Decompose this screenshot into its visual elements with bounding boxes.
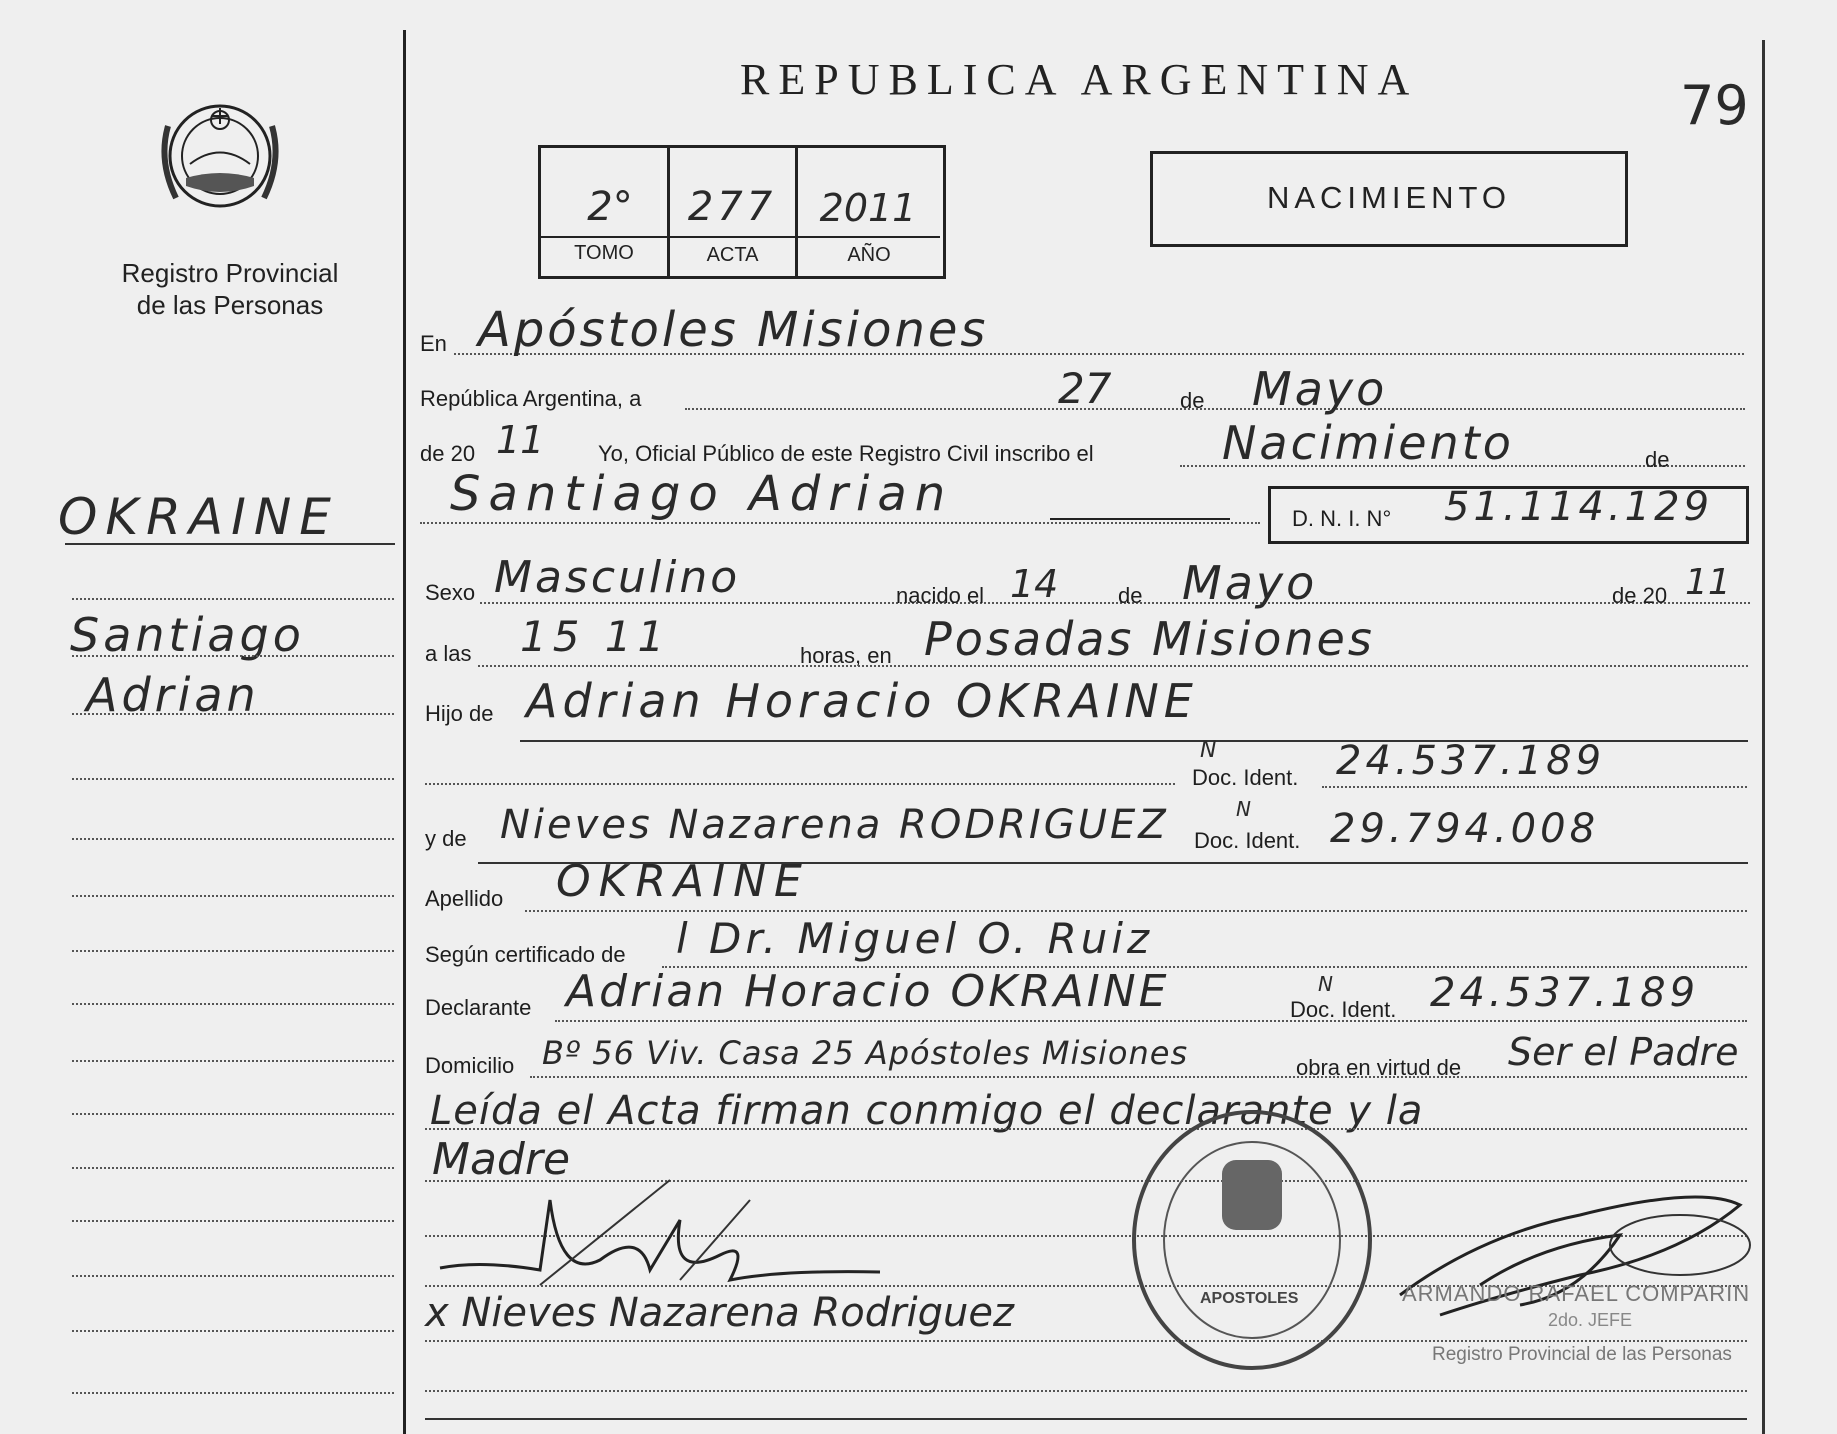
acta-label: ACTA bbox=[706, 244, 759, 266]
domicilio-value: Bº 56 Viv. Casa 25 Apóstoles Misiones bbox=[542, 1034, 1189, 1072]
column-divider bbox=[403, 30, 406, 1434]
year-value: 11 bbox=[496, 418, 545, 462]
yde-label: y de bbox=[425, 826, 467, 851]
nacido-label: nacido el bbox=[896, 583, 985, 608]
margin-given-name-2: Adrian bbox=[86, 668, 260, 722]
de-label-2: de bbox=[1645, 447, 1670, 472]
anio-label: AÑO bbox=[847, 244, 891, 266]
apellido-value: OKRAINE bbox=[556, 856, 810, 907]
tomo-label: TOMO bbox=[574, 242, 634, 264]
margin-surname: OKRAINE bbox=[58, 488, 339, 546]
doc-label-2: Doc. Ident. bbox=[1194, 828, 1301, 853]
n-mark: N bbox=[1200, 738, 1217, 763]
doc-label-3: Doc. Ident. bbox=[1290, 997, 1397, 1022]
margin-line bbox=[72, 1167, 394, 1169]
blank-line bbox=[425, 1390, 1747, 1392]
margin-line bbox=[72, 1003, 394, 1005]
seal-city: APOSTOLES bbox=[1200, 1290, 1299, 1307]
sexo-value: Masculino bbox=[494, 552, 741, 603]
month-value: Mayo bbox=[1252, 362, 1388, 416]
blank-line bbox=[425, 1340, 1747, 1342]
margin-line bbox=[72, 655, 394, 657]
n-mark-3: N bbox=[1318, 972, 1333, 996]
country-title: REPUBLICA ARGENTINA bbox=[740, 55, 1419, 104]
birth-year-value: 11 bbox=[1685, 562, 1731, 603]
hijo-label: Hijo de bbox=[425, 701, 494, 726]
official-title: 2do. JEFE bbox=[1548, 1310, 1633, 1330]
rep-label: República Argentina, a bbox=[420, 386, 642, 411]
mother-name: Nieves Nazarena RODRIGUEZ bbox=[500, 802, 1169, 848]
father-signature-icon bbox=[420, 1160, 920, 1300]
birth-year-prefix: de 20 bbox=[1612, 583, 1668, 608]
margin-rule bbox=[65, 543, 395, 545]
tomo-value: 2° bbox=[587, 184, 633, 230]
bottom-rule bbox=[425, 1418, 1747, 1420]
provincial-seal-icon bbox=[150, 86, 300, 236]
domicilio-label: Domicilio bbox=[425, 1053, 515, 1078]
acta-value: 277 bbox=[687, 184, 777, 230]
birth-month: Mayo bbox=[1182, 556, 1318, 610]
child-name: Santiago Adrian bbox=[450, 466, 954, 522]
birth-place: Posadas Misiones bbox=[924, 612, 1375, 666]
anio-value: 2011 bbox=[819, 186, 917, 230]
sexo-line bbox=[480, 602, 1750, 604]
event-value: Nacimiento bbox=[1222, 416, 1514, 470]
de-label: de bbox=[1180, 388, 1205, 413]
note-line-2: Madre bbox=[432, 1134, 571, 1185]
arrow-line bbox=[1050, 518, 1230, 520]
official-name: ARMANDO RAFAEL COMPARIN bbox=[1402, 1281, 1751, 1306]
sexo-label: Sexo bbox=[425, 580, 476, 605]
margin-line bbox=[72, 1060, 394, 1062]
obra-value: Ser el Padre bbox=[1508, 1030, 1739, 1074]
registry-name-line2: de las Personas bbox=[136, 290, 324, 320]
apellido-line bbox=[525, 910, 1747, 912]
margin-line bbox=[72, 895, 394, 897]
domicilio-line bbox=[530, 1076, 1747, 1078]
yo-label: Yo, Oficial Público de este Registro Civil inscribo el bbox=[598, 441, 1094, 466]
time-value: 15 11 bbox=[520, 612, 671, 661]
margin-given-name-1: Santiago bbox=[70, 608, 305, 662]
margin-line bbox=[72, 778, 394, 780]
obra-label: obra en virtud de bbox=[1296, 1055, 1462, 1080]
margin-line bbox=[72, 950, 394, 952]
alas-label: a las bbox=[425, 641, 472, 666]
en-label: En bbox=[420, 331, 447, 356]
father-doc: 24.537.189 bbox=[1336, 738, 1606, 784]
margin-line bbox=[72, 1275, 394, 1277]
doc-label: Doc. Ident. bbox=[1192, 765, 1299, 790]
margin-line bbox=[72, 1392, 394, 1394]
apellido-label: Apellido bbox=[425, 886, 504, 911]
en-value: Apóstoles Misiones bbox=[478, 302, 989, 358]
name-line bbox=[420, 522, 1260, 524]
margin-line bbox=[72, 1330, 394, 1332]
page-number: 79 bbox=[1680, 74, 1749, 137]
declarante-label: Declarante bbox=[425, 995, 532, 1020]
horas-label: horas, en bbox=[800, 643, 892, 668]
father-doc-value-line bbox=[1322, 786, 1747, 788]
margin-line bbox=[72, 1113, 394, 1115]
margin-line bbox=[72, 1220, 394, 1222]
father-doc-line bbox=[425, 783, 1175, 785]
margin-line bbox=[72, 838, 394, 840]
margin-line bbox=[72, 598, 394, 600]
day-value: 27 bbox=[1058, 364, 1112, 413]
birth-day: 14 bbox=[1010, 562, 1059, 606]
n-mark-2: N bbox=[1236, 797, 1251, 821]
official-seal-icon bbox=[1122, 1100, 1382, 1380]
registry-name-line1: Registro Provincial bbox=[121, 258, 339, 288]
official-office: Registro Provincial de las Personas bbox=[1432, 1344, 1732, 1365]
record-type-label: NACIMIENTO bbox=[1266, 180, 1512, 215]
dni-value: 51.114.129 bbox=[1444, 484, 1714, 530]
year-prefix: de 20 bbox=[420, 441, 476, 466]
mother-doc: 29.794.008 bbox=[1330, 806, 1600, 852]
declarante-line bbox=[555, 1020, 1747, 1022]
segun-label: Según certificado de bbox=[425, 942, 626, 967]
declarante-value: Adrian Horacio OKRAINE bbox=[566, 966, 1170, 1017]
date-line bbox=[685, 408, 1745, 410]
certificate-value: l Dr. Miguel O. Ruiz bbox=[676, 914, 1154, 963]
dni-label: D. N. I. N° bbox=[1292, 506, 1392, 531]
note-line-rule-1 bbox=[425, 1128, 1747, 1130]
right-border bbox=[1762, 40, 1765, 1434]
margin-line bbox=[72, 713, 394, 715]
father-name: Adrian Horacio OKRAINE bbox=[526, 674, 1198, 728]
mother-signature: x Nieves Nazarena Rodriguez bbox=[425, 1290, 1015, 1336]
note-line-1: Leída el Acta firman conmigo el declarante y la bbox=[430, 1088, 1424, 1134]
declarante-doc: 24.537.189 bbox=[1430, 970, 1700, 1016]
record-box-hrule bbox=[541, 236, 940, 238]
de-label-3: de bbox=[1118, 583, 1143, 608]
